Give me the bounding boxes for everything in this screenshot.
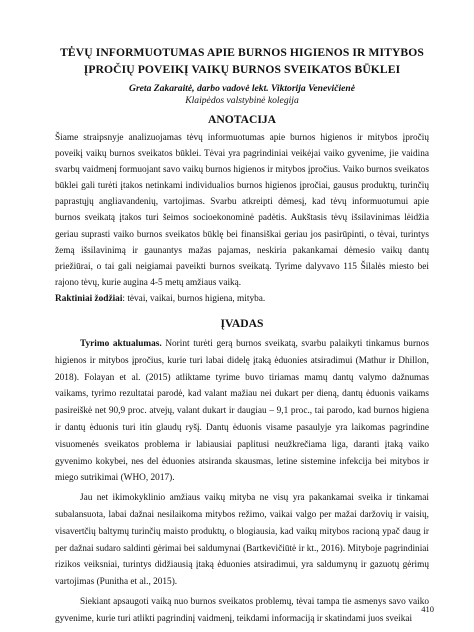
- paper-title-line-2: ĮPROČIŲ POVEIKĮ VAIKŲ BURNOS SVEIKATOS BŪKLEI: [83, 63, 401, 76]
- paper-page: [55, 44, 429, 630]
- intro-heading: ĮVADAS: [220, 316, 264, 330]
- authors: Greta Zakaraitė, darbo vadovė lekt. Viktorija Venevičienė: [129, 83, 355, 94]
- paper-title-line-1: TĖVŲ INFORMUOTUMAS APIE BURNOS HIGIENOS IR MITYBOS: [60, 46, 424, 59]
- intro-paragraph-3: Siekiant apsaugoti vaiką nuo burnos sveikatos problemų, tėvai tampa tie asmenys savo vaiko gyvenime, kurie turi atlikti pagrindinį vaidmenį, teikdami informaciją ir skatindami juos sveikai: [55, 596, 429, 624]
- intro-paragraph-2: Jau net ikimokyklinio amžiaus vaikų mityba ne visų yra pakankamai sveika ir tinkamai subalansuota, labai dažnai nesilaikoma mitybos režimo, vaikai valgo per mažai daržovių ir vaisių, visavertčių baltymų turinčių maisto produktų, o blogiausia, kad vaikų mitybos racioną ypač daug ir per dažnai sudaro saldinti gėrimai bei saldumynai (Bartkevičiūtė ir kt., 2016). Mityboje pagrindiniai rizikos veiksniai, turintys didžiausią įtaką ėduonies atsiradimui, yra saldumynų ir gazuotų gėrimų vartojimas (Punitha et al., 2015).: [55, 493, 429, 588]
- intro-p1-text: Norint turėti gerą burnos sveikatą, svarbu palaikyti tinkamus burnos higienos ir mitybos įpročius, kurie turi labai didelę įtaką ėduonies atsiradimui (Mathur ir Dhillon, 2018). Folayan et al. (2015) atliktame tyrime buvo tiriamas mamų dantų valymo dažnumas vaikams, tyrimo rezultatai parodė, kad valant mažiau nei dukart per dieną, dantų ėduonis vaikams pasireiškė net 90,9 proc. atvejų, valant dukart ir daugiau – 9,1 proc., tai parodo, kad burnos higiena ir dantų ėduonis turi itin glaudų ryšį. Dantų ėduonis visame pasaulyje yra laikomas pagrindine visuomenės sveikatos problema ir labiausiai paplitusi neužkrečiama liga, daranti įtaką vaiko gyvenimo kokybei, nes del ėduonies atsiranda skausmas, letine sistemine infekcija bei mitybos ir miego sutrikimai (WHO, 2017).: [55, 338, 429, 484]
- abstract-heading: ANOTACIJA: [207, 113, 277, 126]
- page-number: 410: [421, 604, 434, 614]
- affiliation: Klaipėdos valstybinė kolegija: [185, 95, 299, 106]
- keywords: [55, 291, 429, 307]
- keywords-text: : tėvai, vaikai, burnos higiena, mityba.: [122, 293, 266, 304]
- keywords-label: Raktiniai žodžiai: [55, 293, 123, 304]
- intro-p1-lead: Tyrimo aktualumas.: [80, 338, 162, 349]
- abstract-text: Šiame straipsnyje analizuojamas tėvų informuotumas apie burnos higienos ir mitybos įpročių poveikį vaikų burnos sveikatos būklei. Tėvai yra pagrindiniai veikėjai vaiko gyvenime, jie vaidina svarbų vaidmenį formuojant savo vaikų burnos higienos ir mitybos įpročius. Vaiko burnos sveikatos būklei gali turėti įtakos netinkami individualios burnos higienos įpročiai, gausus produktų, turinčių paprastųjų angliavandenių, vartojimas. Svarbu atkreipti dėmesį, kad tėvų informuotumui apie burnos sveikatą įtakos turi šeimos socioekonominė padėtis. Aukštasis tėvų išsilavinimas lėidžia geriau suprasti vaiko burnos sveikatos būklę bei finansiškai geriau jos pasirūpinti, o tėvai, turintys žemą išsilavinimą ir gaunantys mažas pajamas, neskiria pakankamai dėmesio vaikų dantų priežiūrai, o tai gali neigiamai paveikti burnos sveikatą. Tyrime dalyvavo 115 Šilalės miesto bei rajono tėvų, kurie augina 4-5 metų amžiaus vaiką.: [55, 133, 429, 288]
- intro-paragraph-1: [55, 336, 429, 487]
